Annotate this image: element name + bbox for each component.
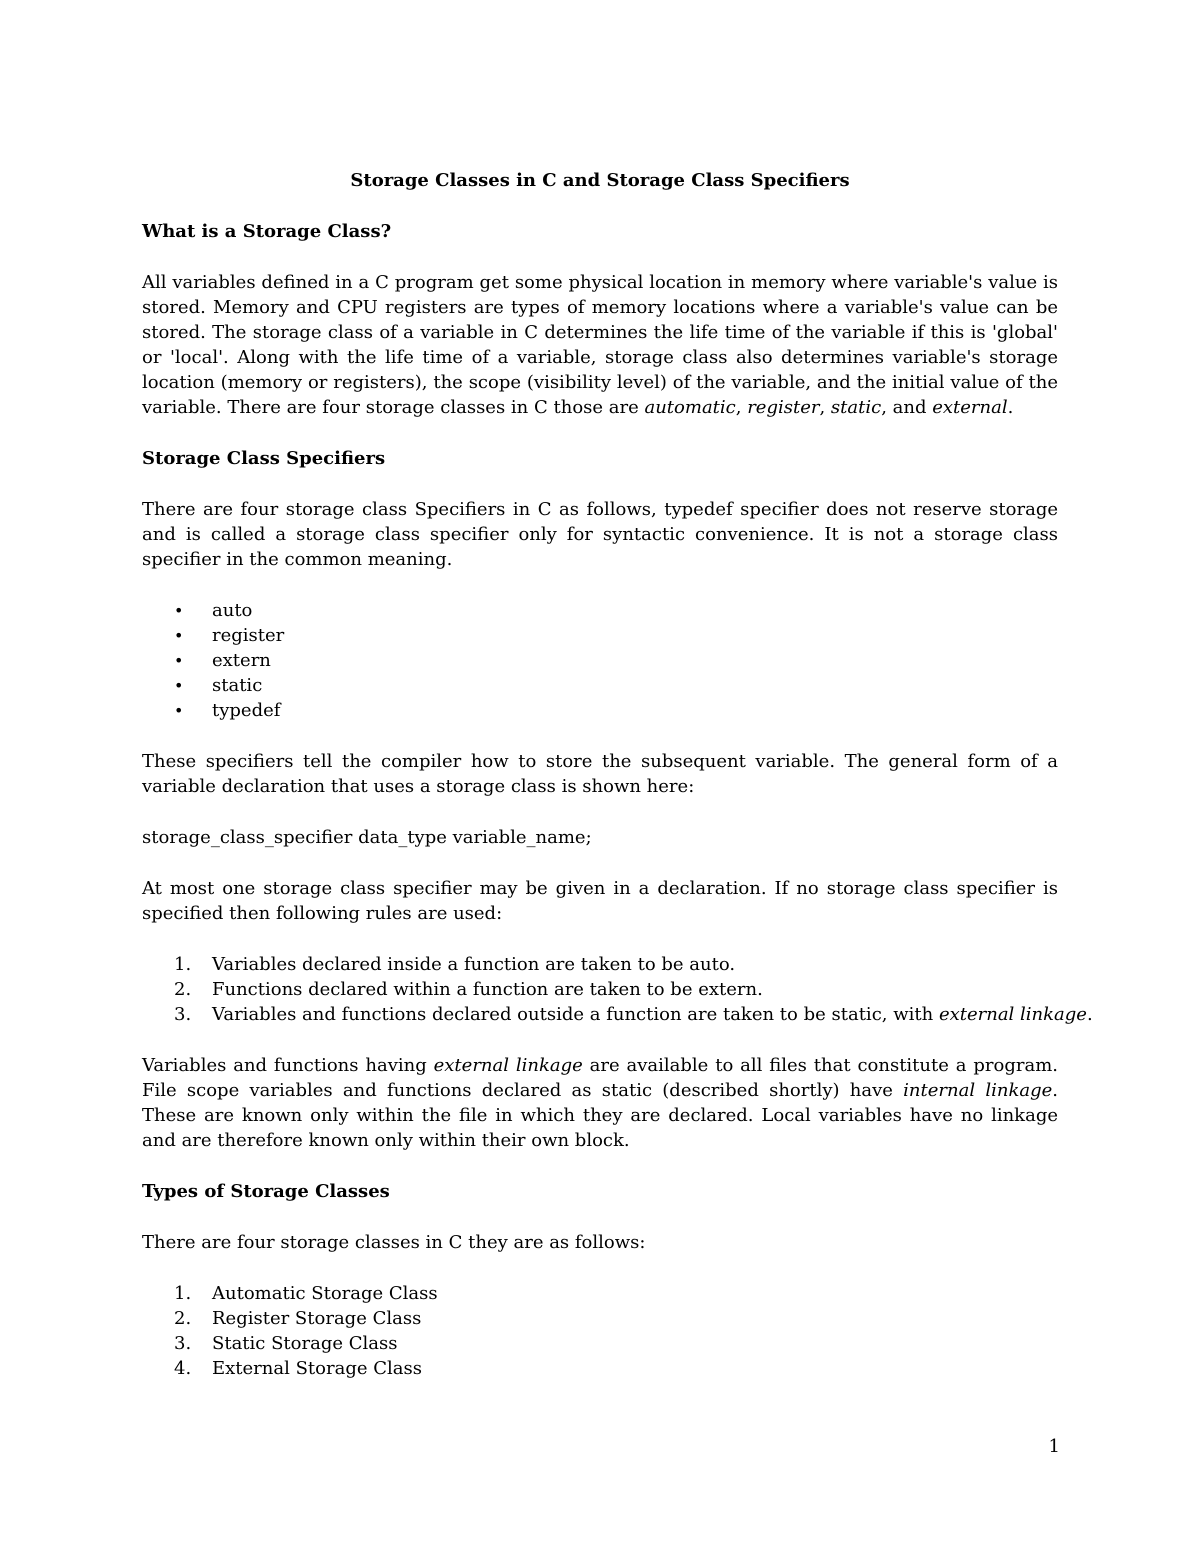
list-item bbox=[142, 623, 1058, 648]
list-number: 4. bbox=[174, 1358, 192, 1379]
list-number: 2. bbox=[174, 979, 192, 1000]
document-content bbox=[142, 168, 1093, 1407]
specifier-list bbox=[142, 598, 1058, 723]
general-form-syntax: storage_class_specifier data_type variable_name; bbox=[142, 827, 592, 848]
period: . bbox=[1007, 397, 1014, 418]
list-item-text: auto bbox=[212, 600, 253, 621]
list-number: 1. bbox=[174, 1283, 192, 1304]
bullet-icon: • bbox=[174, 676, 184, 695]
term-external: external bbox=[932, 397, 1008, 418]
list-item bbox=[142, 977, 1058, 1002]
separator: , bbox=[819, 397, 831, 418]
term-external-linkage: external linkage bbox=[433, 1055, 583, 1076]
list-number: 2. bbox=[174, 1308, 192, 1329]
list-item-text: Automatic Storage Class bbox=[212, 1283, 438, 1304]
period: . bbox=[1086, 1004, 1093, 1025]
list-number: 3. bbox=[174, 1333, 192, 1354]
paragraph-general-form-intro: These specifiers tell the compiler how to store the subsequent variable. The general form of a variable declaration that uses a storage class is shown here: bbox=[142, 751, 1058, 797]
term-automatic: automatic bbox=[644, 397, 736, 418]
list-item bbox=[142, 673, 1058, 698]
list-item-text: External Storage Class bbox=[212, 1358, 422, 1379]
paragraph-text: Variables and functions having bbox=[142, 1055, 434, 1076]
list-item-text: Static Storage Class bbox=[212, 1333, 398, 1354]
paragraph-specifiers-intro: There are four storage class Specifiers in C as follows, typedef specifier does not reserve storage and is called a storage class specifier only for syntactic convenience. It is not a storage class specifier in the common meaning. bbox=[142, 499, 1058, 570]
paragraph-types-intro: There are four storage classes in C they are as follows: bbox=[142, 1232, 646, 1253]
bullet-icon: • bbox=[174, 626, 184, 645]
list-item-text: extern bbox=[212, 650, 271, 671]
heading-what-is-storage-class: What is a Storage Class? bbox=[142, 221, 392, 242]
list-item bbox=[142, 648, 1058, 673]
separator: , and bbox=[881, 397, 933, 418]
list-item-text: Functions declared within a function are taken to be extern. bbox=[212, 979, 763, 1000]
document-title: Storage Classes in C and Storage Class Specifiers bbox=[350, 170, 850, 191]
list-item bbox=[142, 698, 1058, 723]
list-item bbox=[142, 952, 1058, 977]
bullet-icon: • bbox=[174, 601, 184, 620]
list-item-text: register bbox=[212, 625, 285, 646]
term-register: register bbox=[747, 397, 820, 418]
types-list bbox=[142, 1281, 1058, 1381]
paragraph-text: All variables defined in a C program get some physical location in memory where variable's value is stored. Memory and CPU registers are types of memory locations where a variable's value can be stored. The storage class of a variable in C determines the life time of the variable if this is 'global' or 'local'. Along with the life time of a variable, storage class also determines variable's storage location (memory or registers), the scope (visibility level) of the variable, and the initial value of the variable. There are four storage classes in C those are bbox=[142, 272, 1058, 418]
bullet-icon: • bbox=[174, 701, 184, 720]
rules-list bbox=[142, 952, 1093, 1027]
paragraph-text: are available to all files that constitute a program. File scope variables and functions declared as static (described shortly) have bbox=[142, 1055, 1058, 1101]
term-internal-linkage: internal linkage bbox=[903, 1080, 1053, 1101]
list-item-text: Variables and functions declared outside a function are taken to be static, with bbox=[212, 1004, 939, 1025]
bullet-icon: • bbox=[174, 651, 184, 670]
list-number: 1. bbox=[174, 954, 192, 975]
list-item bbox=[142, 1306, 1058, 1331]
page-number: 1 bbox=[1048, 1436, 1060, 1457]
term-external-linkage: external linkage bbox=[938, 1004, 1087, 1025]
list-item bbox=[142, 598, 1058, 623]
list-item bbox=[142, 1281, 1058, 1306]
list-item-text: static bbox=[212, 675, 263, 696]
term-static: static bbox=[830, 397, 882, 418]
paragraph-text: . These are known only within the file in which they are declared. Local variables have no linkage and are therefore known only within their own block. bbox=[142, 1080, 1058, 1151]
list-number: 3. bbox=[174, 1004, 192, 1025]
list-item bbox=[142, 1356, 1058, 1381]
separator: , bbox=[735, 397, 748, 418]
list-item bbox=[142, 1331, 1058, 1356]
list-item bbox=[142, 1002, 1093, 1027]
heading-types-of-storage-classes: Types of Storage Classes bbox=[142, 1181, 390, 1202]
paragraph-rules-intro: At most one storage class specifier may be given in a declaration. If no storage class specifier is specified then following rules are used: bbox=[142, 878, 1058, 924]
paragraph-linkage bbox=[142, 1053, 1058, 1153]
list-item-text: Variables declared inside a function are taken to be auto. bbox=[212, 954, 736, 975]
heading-storage-class-specifiers: Storage Class Specifiers bbox=[142, 448, 386, 469]
list-item-text: Register Storage Class bbox=[212, 1308, 422, 1329]
list-item-text: typedef bbox=[212, 700, 281, 721]
paragraph-storage-class-definition bbox=[142, 270, 1058, 420]
